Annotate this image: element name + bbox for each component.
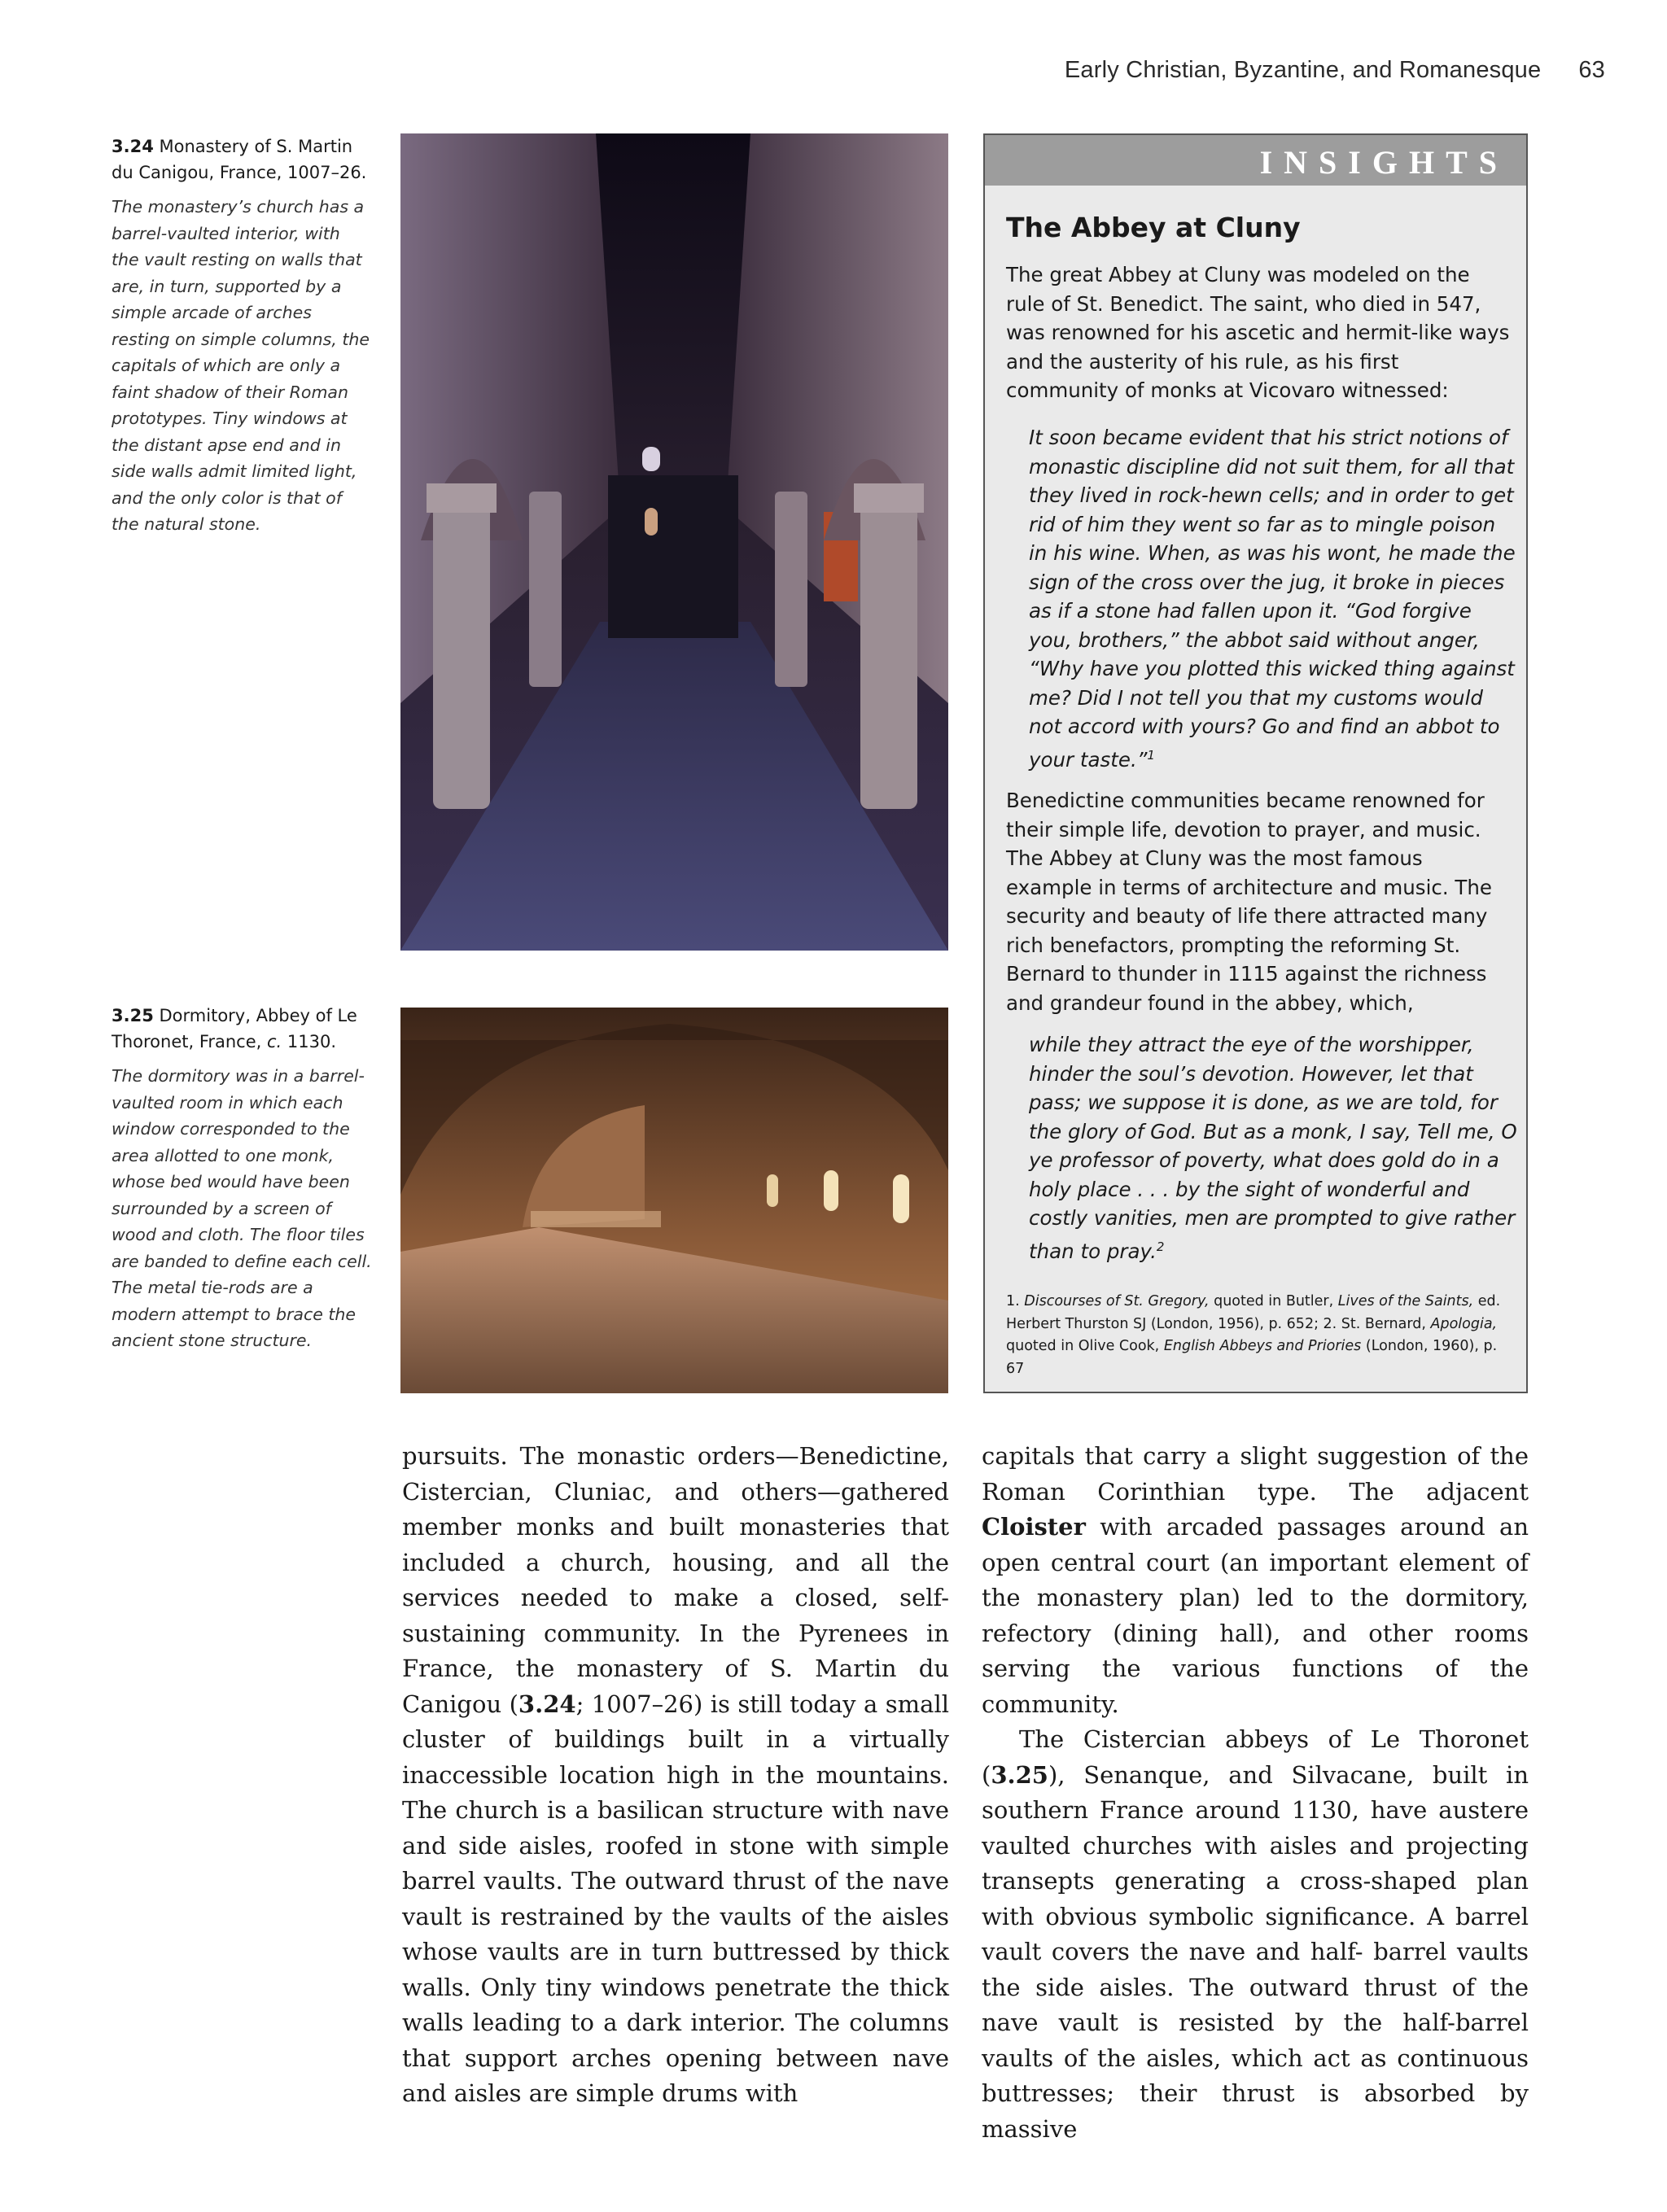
running-title: Early Christian, Byzantine, and Romanesque: [1064, 57, 1542, 83]
note-title: English Abbeys and Priories: [1163, 1338, 1362, 1354]
figure-title: [112, 133, 372, 186]
figure-ref: 3.24: [518, 1690, 576, 1718]
photo-dormitory: [400, 1008, 948, 1393]
church-interior-image: [400, 133, 948, 951]
body-text: The Cistercian abbeys of Le Thoronet (: [982, 1725, 1529, 1789]
running-header: [1065, 57, 1605, 84]
note-text: (London, 1960), p. 67: [1006, 1338, 1498, 1377]
figure-title-text: Monastery of S. Martin du Canigou, France, 1007–26.: [112, 137, 367, 182]
body-paragraph: [982, 1439, 1529, 1722]
dormitory-image: [400, 1008, 948, 1393]
body-text: pursuits. The monastic orders—Benedictine, Cistercian, Cluniac, and others—gathered member monks and built monasteries that included a church, housing, and all the services needed to make a closed, self-sustaining community. In the Pyrenees in France, the monastery of S. Martin du Canigou (: [402, 1442, 949, 1718]
figure-caption-text: The dormitory was in a barrel-vaulted room in which each window corresponded to the area allotted to one monk, whose bed would have been surrounded by a screen of wood and cloth. The floor tiles are banded to define each cell. The metal tie-rods are a modern attempt to brace the ancient stone structure.: [112, 1066, 372, 1350]
figure-caption-text: The monastery’s church has a barrel-vaulted interior, with the vault resting on walls that are, in turn, supported by a simple arcade of arches resting on simple columns, the capitals of which are only a faint shadow of their Roman prototypes. Tiny windows at the distant apse end and in side walls admit limited light, and the only color is that of the natural stone.: [112, 197, 370, 534]
body-text: with arcaded passages around an open central court (an important element of the monastery plan) led to the dormitory, refectory (dining hall), and other rooms serving the various functions of the community.: [982, 1513, 1529, 1718]
note-text: 1.: [1006, 1293, 1025, 1309]
figure-number: 3.25: [112, 1006, 154, 1025]
body-paragraph: [982, 1722, 1529, 2147]
insights-quote-2: [1029, 1030, 1517, 1266]
insights-notes: [1006, 1291, 1511, 1380]
figure-caption-3-25: [112, 1003, 372, 1354]
insights-quote-1: [1029, 423, 1517, 774]
figure-caption-3-24: [112, 133, 372, 538]
figure-ref: 3.25: [991, 1760, 1048, 1789]
figure-title-circa: c.: [267, 1032, 282, 1051]
body-text: capitals that carry a slight suggestion of the Roman Corinthian type. The adjacent: [982, 1442, 1529, 1506]
insights-paragraph-1: The great Abbey at Cluny was modeled on the rule of St. Benedict. The saint, who died in 547, was renowned for his ascetic and hermit-like ways and the austerity of his rule, as his first community of monks at Vicovaro witnessed:: [1006, 263, 1510, 402]
insights-box: [983, 133, 1528, 1393]
body-text: ; 1007–26) is still today a small cluster of buildings built in a virtually inaccessible location high in the mountains. The church is a basilican structure with nave and side aisles, roofed in stone with simple barrel vaults. The outward thrust of the nave vault is restrained by the vaults of the aisles whose vaults are in turn buttressed by thick walls. Only tiny windows penetrate the thick walls leading to a dark interior. The columns that support arches opening between nave and aisles are simple drums with: [402, 1690, 949, 2107]
insights-title: The Abbey at Cluny: [1006, 212, 1301, 243]
insights-label: INSIGHTS: [1259, 144, 1508, 181]
body-paragraph: [402, 1439, 949, 2112]
photo-church-interior: [400, 133, 948, 951]
body-column-left: [402, 1439, 949, 2112]
insights-band: [985, 135, 1526, 186]
note-title: Apologia,: [1430, 1315, 1498, 1332]
figure-number: 3.24: [112, 137, 154, 156]
note-text: ed. Herbert Thurston SJ (London, 1956), p. 652; 2. St. Bernard,: [1006, 1293, 1501, 1332]
insights-paragraph-2: Benedictine communities became renowned for their simple life, devotion to prayer, and music. The Abbey at Cluny was the most famous example in terms of architecture and music. The security and beauty of life there attracted many rich benefactors, prompting the reforming St. Bernard to thunder in 1115 against the richness and grandeur found in the abbey, which,: [1006, 789, 1492, 1015]
glossary-term: Cloister: [982, 1513, 1086, 1541]
body-text: ), Senanque, and Silvacane, built in southern France around 1130, have austere vaulted churches with aisles and projecting transepts generating a cross-shaped plan with obvious symbolic significance. A barrel vault covers the nave and half- barrel vaults the side aisles. The outward thrust of the nave vault is resisted by the half-barrel vaults of the aisles, which act as continuous buttresses; their thrust is absorbed by massive: [982, 1760, 1529, 2143]
footnote-marker: 2: [1156, 1239, 1165, 1254]
quote-text: while they attract the eye of the worshipper, hinder the soul’s devotion. However, let that pass; we suppose it is done, as we are told, for the glory of God. But as a monk, I say, Tell me, O ye professor of poverty, what does gold do in a holy place . . . by the sight of wonderful and costly vanities, men are prompted to give rather than to pray.: [1029, 1033, 1517, 1263]
figure-title-post: 1130.: [282, 1032, 337, 1051]
figure-title: [112, 1003, 372, 1055]
figure-title-pre: Dormitory, Abbey of Le Thoronet, France,: [112, 1006, 357, 1051]
quote-text: It soon became evident that his strict notions of monastic discipline did not suit them, for all that they lived in rock-hewn cells; and in order to get rid of him they went so far as to mingle poison in his wine. When, as was his wont, he made the sign of the cross over the jug, it broke in pieces as if a stone had fallen upon it. “God forgive you, brothers,” the abbot said without anger, “Why have you plotted this wicked thing against me? Did I not tell you that my customs would not accord with yours? Go and find an abbot to your taste.”: [1029, 426, 1516, 772]
note-title: Lives of the Saints,: [1337, 1293, 1474, 1309]
note-text: quoted in Butler,: [1209, 1293, 1338, 1309]
footnote-marker: 1: [1147, 747, 1155, 763]
body-column-right: [982, 1439, 1529, 2147]
note-title: Discourses of St. Gregory,: [1024, 1293, 1210, 1309]
note-text: quoted in Olive Cook,: [1006, 1338, 1164, 1354]
page-number: 63: [1578, 57, 1605, 83]
